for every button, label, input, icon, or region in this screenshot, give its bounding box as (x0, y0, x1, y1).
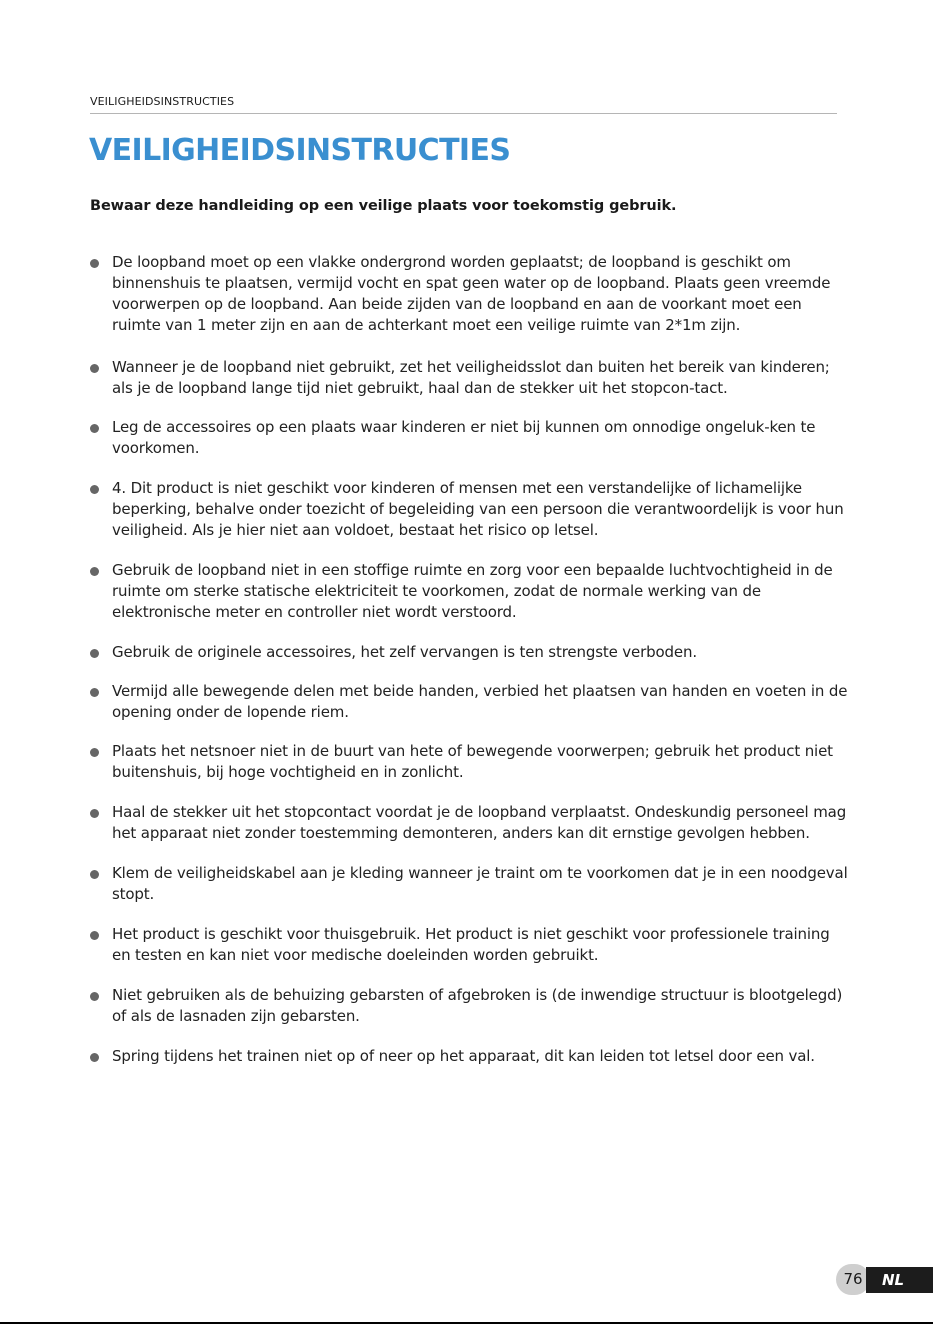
list-item (90, 985, 850, 1027)
bullet-icon (90, 567, 99, 576)
language-tab: NL (866, 1267, 933, 1293)
page-title: VEILIGHEIDSINSTRUCTIES (89, 133, 511, 168)
bullet-icon (90, 485, 99, 494)
list-item (90, 924, 850, 966)
list-item (90, 802, 850, 844)
list-item (90, 478, 850, 541)
list-item-text: Vermijd alle bewegende delen met beide handen, verbied het plaatsen van handen en voeten in de opening onder de lopende riem. (112, 682, 848, 721)
list-item-text: 4. Dit product is niet geschikt voor kinderen of mensen met een verstandelijke of lichamelijke beperking, behalve onder toezicht of begeleiding van een persoon die verantwoordelijk is voor hun veiligheid. Als je hier niet aan voldoet, bestaat het risico op letsel. (112, 479, 844, 539)
bullet-icon (90, 870, 99, 879)
list-item (90, 252, 850, 336)
bullet-icon (90, 809, 99, 818)
list-item (90, 681, 850, 723)
bullet-icon (90, 424, 99, 433)
list-item (90, 741, 850, 783)
list-item (90, 642, 850, 663)
safety-instructions-list (90, 252, 850, 1067)
bullet-icon (90, 748, 99, 757)
list-item-text: Gebruik de originele accessoires, het zelf vervangen is ten strengste verboden. (112, 643, 697, 661)
list-item (90, 417, 850, 459)
list-item-text: Plaats het netsnoer niet in de buurt van hete of bewegende voorwerpen; gebruik het product niet buitenshuis, bij hoge vochtigheid en in zonlicht. (112, 742, 833, 781)
page-number: 76 (836, 1264, 870, 1295)
running-header: VEILIGHEIDSINSTRUCTIES (90, 95, 235, 108)
list-item-text: Wanneer je de loopband niet gebruikt, zet het veiligheidsslot dan buiten het bereik van kinderen; als je de loopband lange tijd niet gebruikt, haal dan de stekker uit het stopcon-tact. (112, 358, 830, 397)
list-item (90, 560, 850, 623)
list-item-text: Leg de accessoires op een plaats waar kinderen er niet bij kunnen om onnodige ongeluk-ken te voorkomen. (112, 418, 816, 457)
bullet-icon (90, 688, 99, 697)
bullet-icon (90, 649, 99, 658)
bullet-icon (90, 931, 99, 940)
list-item-text: Gebruik de loopband niet in een stoffige ruimte en zorg voor een bepaalde luchtvochtigheid in de ruimte om sterke statische elektriciteit te voorkomen, zodat de normale werking van de elektronische meter en controller niet wordt verstoord. (112, 561, 833, 621)
list-item-text: Klem de veiligheidskabel aan je kleding wanneer je traint om te voorkomen dat je in een noodgeval stopt. (112, 864, 848, 903)
list-item (90, 357, 850, 399)
list-item (90, 863, 850, 905)
list-item (90, 1046, 850, 1067)
list-item-text: Het product is geschikt voor thuisgebruik. Het product is niet geschikt voor professionele training en testen en kan niet voor medische doeleinden worden gebruikt. (112, 925, 830, 964)
bullet-icon (90, 364, 99, 373)
bullet-icon (90, 992, 99, 1001)
header-divider (90, 113, 837, 114)
page-subtitle: Bewaar deze handleiding op een veilige plaats voor toekomstig gebruik. (90, 198, 677, 214)
bullet-icon (90, 259, 99, 268)
bullet-icon (90, 1053, 99, 1062)
list-item-text: Spring tijdens het trainen niet op of neer op het apparaat, dit kan leiden tot letsel door een val. (112, 1047, 815, 1065)
list-item-text: Haal de stekker uit het stopcontact voordat je de loopband verplaatst. Ondeskundig personeel mag het apparaat niet zonder toestemming demonteren, anders kan dit ernstige gevolgen hebben. (112, 803, 847, 842)
list-item-text: De loopband moet op een vlakke ondergrond worden geplaatst; de loopband is geschikt om binnenshuis te plaatsen, vermijd vocht en spat geen water op de loopband. Plaats geen vreemde voorwerpen op de loopband. Aan beide zijden van de loopband en aan de voorkant moet een ruimte van 1 meter zijn en aan de achterkant moet een veilige ruimte van 2*1m zijn. (112, 253, 831, 334)
list-item-text: Niet gebruiken als de behuizing gebarsten of afgebroken is (de inwendige structuur is blootgelegd) of als de lasnaden zijn gebarsten. (112, 986, 843, 1025)
